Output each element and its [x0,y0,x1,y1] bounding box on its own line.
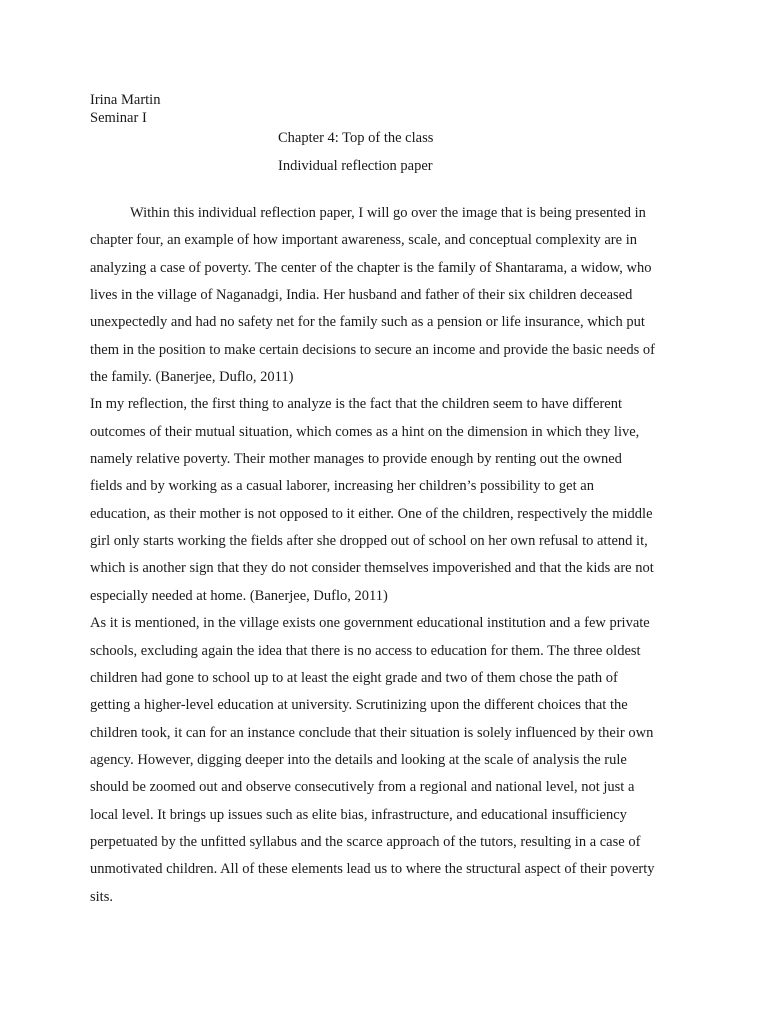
body-line: children had gone to school up to at least the eight grade and two of them chose the path of [90,669,618,686]
body-line: unexpectedly and had no safety net for the family such as a pension or life insurance, which put [90,314,645,331]
body-line: sits. [90,888,113,905]
paper-titles [278,128,433,184]
body-line: lives in the village of Naganadgi, India. Her husband and father of their six children deceased [90,287,633,304]
paper-header [90,91,160,127]
body-line: getting a higher-level education at university. Scrutinizing upon the different choices that the [90,697,628,714]
body-line: which is another sign that they do not consider themselves impoverished and that the kids are not [90,560,654,577]
chapter-title: Chapter 4: Top of the class [278,130,434,146]
body-line: especially needed at home. (Banerjee, Duflo, 2011) [90,587,388,604]
course-name: Seminar I [90,110,147,126]
body-line: outcomes of their mutual situation, which comes as a hint on the dimension in which they live, [90,423,640,440]
paper-body [90,202,690,913]
paper-subtitle: Individual reflection paper [278,158,433,174]
body-line: In my reflection, the first thing to analyze is the fact that the children seem to have different [90,396,623,413]
body-line: local level. It brings up issues such as elite bias, infrastructure, and educational insufficiency [90,806,627,823]
body-line: girl only starts working the fields after she dropped out of school on her own refusal to attend it, [90,533,648,550]
body-line: should be zoomed out and observe consecutively from a regional and national level, not just a [90,779,635,796]
body-line: children took, it can for an instance conclude that their situation is solely influenced by their own [90,724,654,741]
body-line: As it is mentioned, in the village exists one government educational institution and a few private [90,615,650,632]
body-line: Within this individual reflection paper, I will go over the image that is being presented in [130,205,646,221]
body-line: analyzing a case of poverty. The center of the chapter is the family of Shantarama, a widow, who [90,259,652,276]
author-name: Irina Martin [90,92,161,108]
body-line: namely relative poverty. Their mother manages to provide enough by renting out the owned [90,451,622,468]
body-line: chapter four, an example of how important awareness, scale, and conceptual complexity are in [90,232,637,249]
body-line: them in the position to make certain decisions to secure an income and provide the basic needs of [90,341,655,358]
body-line: perpetuated by the unfitted syllabus and the scarce approach of the tutors, resulting in a case of [90,833,641,850]
body-line: schools, excluding again the idea that there is no access to education for them. The three oldest [90,642,641,659]
body-line: the family. (Banerjee, Duflo, 2011) [90,369,294,386]
body-line: education, as their mother is not opposed to it either. One of the children, respectively the middle [90,505,653,522]
body-line: agency. However, digging deeper into the details and looking at the scale of analysis the rule [90,751,627,768]
body-line: unmotivated children. All of these elements lead us to where the structural aspect of their poverty [90,861,655,878]
body-line: fields and by working as a casual laborer, increasing her children’s possibility to get an [90,478,594,495]
